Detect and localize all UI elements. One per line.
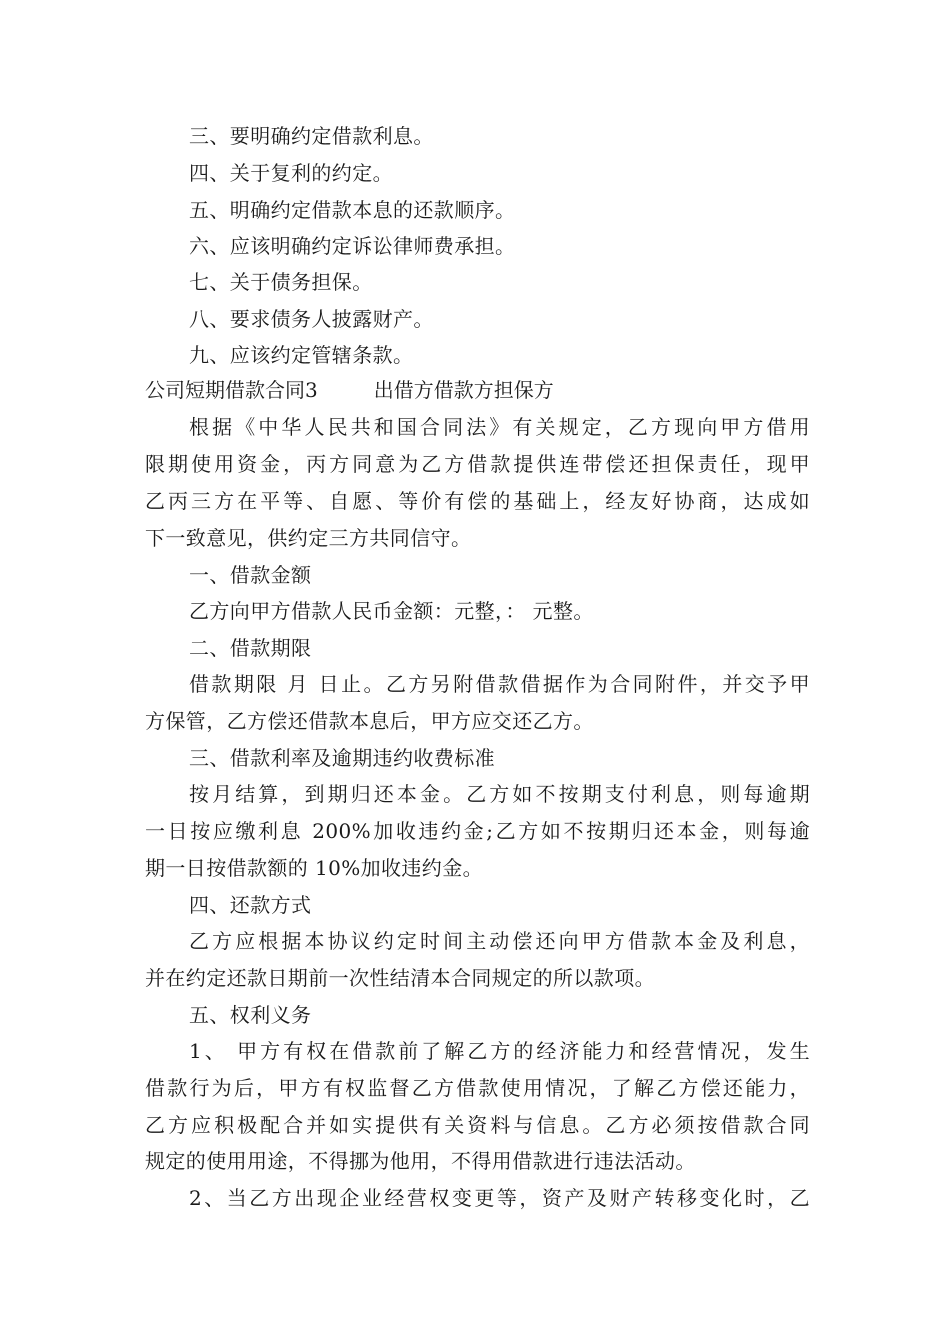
list-item: 三、要明确约定借款利息。 bbox=[189, 124, 434, 148]
paragraph-line: 期一日按借款额的 10%加收违约金。 bbox=[145, 856, 484, 880]
paragraph-line: 按月结算，到期归还本金。乙方如不按期支付利息，则每逾期 bbox=[189, 782, 810, 806]
paragraph-line: 借款期限 月 日止。乙方另附借款借据作为合同附件，并交予甲 bbox=[189, 672, 810, 696]
paragraph-line: 2、当乙方出现企业经营权变更等，资产及财产转移变化时，乙 bbox=[189, 1186, 810, 1210]
paragraph-line: 借款行为后，甲方有权监督乙方借款使用情况，了解乙方偿还能力， bbox=[145, 1076, 810, 1100]
section-heading: 一、借款金额 bbox=[189, 563, 312, 587]
list-item: 九、应该约定管辖条款。 bbox=[189, 343, 414, 367]
list-item: 七、关于债务担保。 bbox=[189, 270, 373, 294]
paragraph-line: 限期使用资金，丙方同意为乙方借款提供连带偿还担保责任，现甲 bbox=[145, 452, 810, 476]
paragraph-line: 一日按应缴利息 200%加收违约金;乙方如不按期归还本金，则每逾 bbox=[145, 819, 810, 843]
list-item: 五、明确约定借款本息的还款顺序。 bbox=[189, 198, 516, 222]
section-heading: 三、借款利率及逾期违约收费标准 bbox=[189, 746, 495, 770]
section-heading: 五、权利义务 bbox=[189, 1003, 312, 1027]
contract-title: 公司短期借款合同3 bbox=[145, 378, 318, 402]
section-heading: 二、借款期限 bbox=[189, 636, 312, 660]
paragraph-line: 乙方应根据本协议约定时间主动偿还向甲方借款本金及利息， bbox=[189, 929, 810, 953]
contract-heading bbox=[145, 372, 554, 408]
list-item: 六、应该明确约定诉讼律师费承担。 bbox=[189, 234, 516, 258]
paragraph-line: 乙方应积极配合并如实提供有关资料与信息。乙方必须按借款合同 bbox=[145, 1113, 810, 1137]
paragraph-line: 规定的使用用途，不得挪为他用，不得用借款进行违法活动。 bbox=[145, 1149, 696, 1173]
paragraph-line: 乙方向甲方借款人民币金额：元整，： 元整。 bbox=[189, 599, 594, 623]
list-item: 八、要求债务人披露财产。 bbox=[189, 307, 434, 331]
paragraph-line: 并在约定还款日期前一次性结清本合同规定的所以款项。 bbox=[145, 966, 655, 990]
contract-parties: 出借方借款方担保方 bbox=[373, 378, 554, 402]
paragraph-line: 根据《中华人民共和国合同法》有关规定，乙方现向甲方借用 bbox=[189, 415, 810, 439]
section-heading: 四、还款方式 bbox=[189, 893, 312, 917]
paragraph-line: 1、 甲方有权在借款前了解乙方的经济能力和经营情况，发生 bbox=[189, 1039, 810, 1063]
paragraph-line: 方保管，乙方偿还借款本息后，甲方应交还乙方。 bbox=[145, 709, 594, 733]
paragraph-line: 下一致意见，供约定三方共同信守。 bbox=[145, 526, 472, 550]
list-item: 四、关于复利的约定。 bbox=[189, 161, 393, 185]
paragraph-line: 乙丙三方在平等、自愿、等价有偿的基础上，经友好协商，达成如 bbox=[145, 489, 810, 513]
